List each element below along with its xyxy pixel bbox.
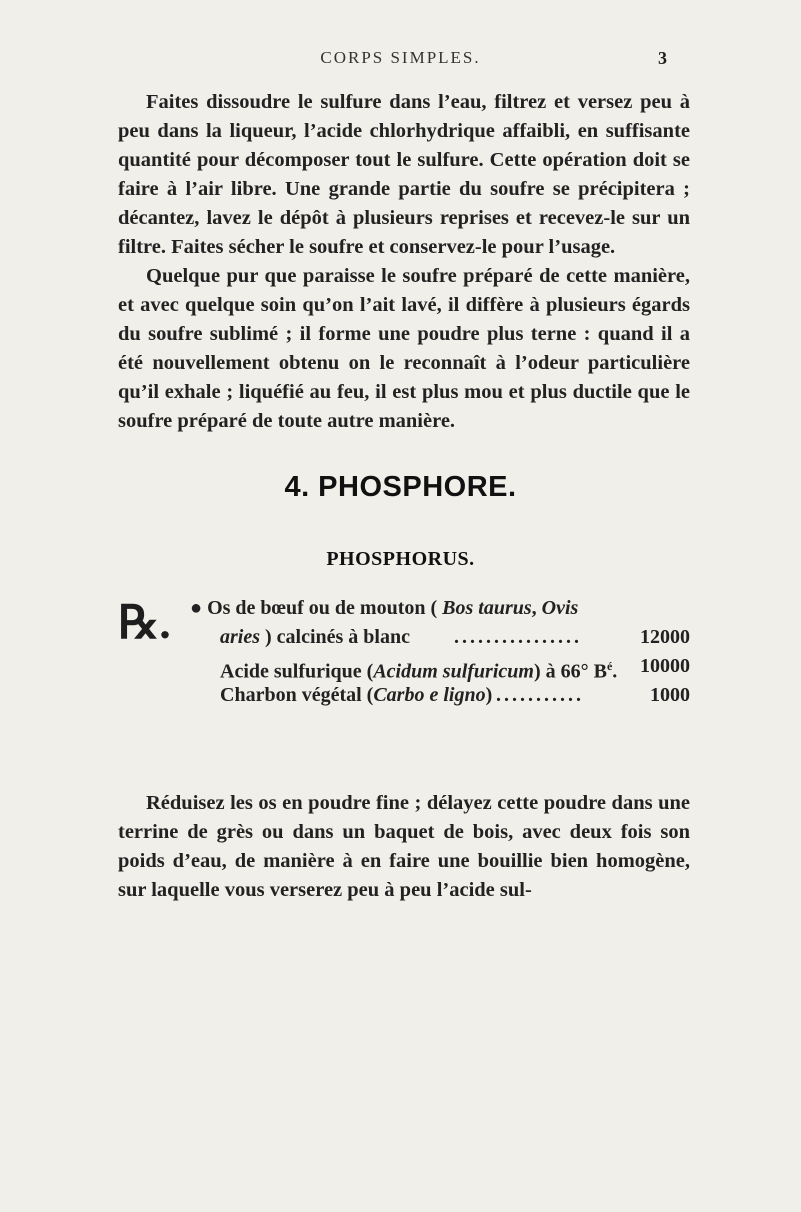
recipe-item-1-italic-2: Ovis (541, 597, 579, 619)
recipe-item-2-rest-2: . (612, 660, 618, 683)
recipe-item-2-italic: Acidum sulfuricum (373, 660, 534, 683)
section-latin-name: PHOSPHORUS. (326, 548, 475, 570)
recipe-item-2-text: Acide sulfurique ( (220, 660, 374, 683)
recipe-item-3-italic: Carbo e ligno (373, 684, 486, 706)
recipe-item-1-quantity: 12000 (640, 626, 690, 648)
running-head (0, 48, 801, 72)
recipe-item-1-italic-3: aries (220, 626, 260, 648)
recipe-item-1-line-1: ● Os de bœuf ou de mouton ( Bos taurus, Ovis (190, 597, 579, 619)
recipe-item-1-rest: ) calcinés à blanc (260, 626, 410, 648)
recipe-item-2-quantity: 10000 (640, 655, 690, 677)
recipe-item-2 (118, 652, 698, 681)
recipe-item-1-italic: Bos taurus (442, 597, 532, 619)
recipe-item-3-rest: ) (485, 684, 493, 706)
recipe-list (118, 594, 698, 710)
body-text (118, 88, 690, 436)
recipe-item-3-text: Charbon végétal ( (220, 684, 374, 706)
recipe-item-1-leaders: ................ (454, 626, 582, 648)
recipe-item-1-line-2 (118, 623, 698, 652)
recipe-item-3-quantity: 1000 (650, 684, 690, 706)
instruction-paragraph: Réduisez les os en poudre fine ; délayez cette poudre dans une terrine de grès ou dans un baquet de bois, avec deux fois son poids d’eau, de manière à en faire une bouillie bien homogène, sur laquelle vous verserez peu à peu l’acide sul- (118, 792, 690, 901)
recipe-item-3 (118, 681, 698, 710)
recipe-item-2-rest: ) à 66° B (533, 660, 607, 683)
recipe-item-1-sep: , (531, 597, 542, 619)
rx-symbol: ℞. (118, 597, 171, 648)
section-heading: 4. PHOSPHORE. (284, 471, 517, 503)
recipe-item-3-leaders: ........... (496, 684, 584, 706)
paragraph-2: Quelque pur que paraisse le soufre préparé de cette manière, et avec quelque soin qu’on l’ait lavé, il diffère à plusieurs égards du soufre sublimé ; il forme une poudre plus terne : quand il a été nouvellement obtenu on le reconnaît à l’odeur particulière qu’il exhale ; liquéfié au feu, il est plus mou et plus ductile que le soufre préparé de toute autre manière. (118, 265, 690, 432)
page-number: 3 (658, 48, 667, 68)
recipe-item-1-text: Os de bœuf ou de mouton ( (207, 597, 443, 619)
instruction-text (118, 789, 690, 905)
paragraph-1: Faites dissoudre le sulfure dans l’eau, filtrez et versez peu à peu dans la liqueur, l’acide chlorhydrique affaibli, en suffisante quantité pour décomposer tout le sulfure. Cette opération doit se faire à l’air libre. Une grande partie du soufre se précipitera ; décantez, lavez le dépôt à plusieurs reprises et recevez-le sur un filtre. Faites sécher le soufre et conservez-le pour l’usage. (118, 91, 690, 258)
running-head-title: CORPS SIMPLES. (320, 48, 481, 67)
recipe-item-2-sup: é (606, 659, 613, 673)
